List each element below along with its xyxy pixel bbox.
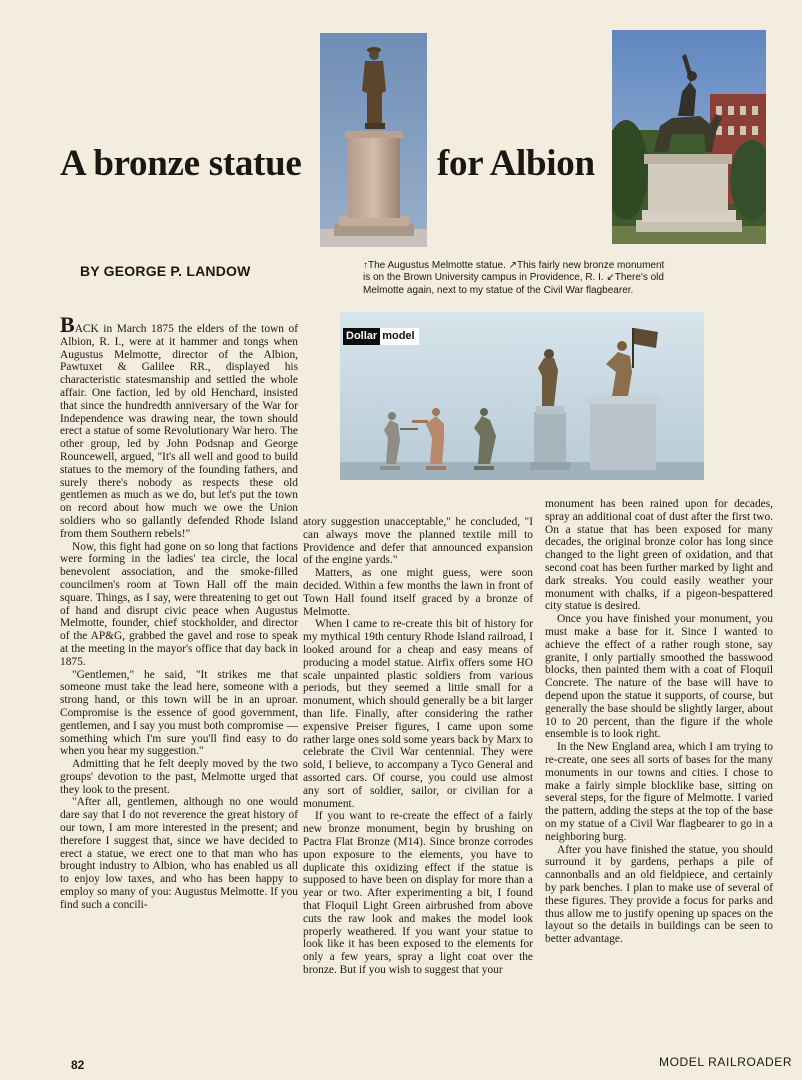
melmotte-statue-photo bbox=[320, 33, 427, 247]
headline-left: A bronze statue bbox=[60, 143, 302, 184]
article-paragraph: atory suggestion unacceptable," he concluded, "I can always move the planned textile mill to Providence and defer that announced expansion of the engine yards." bbox=[303, 516, 533, 567]
article-paragraph: Once you have finished your monument, you must make a base for it. Since I wanted to achieve the effect of a rather rough stone, say granite, I only partially smoothed the basswood blocks, then painted them with a coat of Floquil Concrete. The nature of the base will have to depend upon the statue it supports, of course, but generally the base should be slightly larger, about 10 to 20 percent, than the figure if the whole ensemble is to look right. bbox=[545, 613, 773, 741]
article-paragraph bbox=[60, 312, 298, 541]
byline: BY GEORGE P. LANDOW bbox=[80, 263, 251, 279]
caption-line: is on the Brown University campus in Providence, R. I. ↙There's old bbox=[363, 272, 664, 284]
article-paragraph: In the New England area, which I am trying to re-create, one sees all sorts of bases for the many monuments in our towns and cities. I chose to make a fairly simple blocklike base, sitting on several steps, for the figure of Melmotte. I varied the pattern, adding the steps at the top of the base on my statue of a Civil War flagbearer to go in a neighboring burg. bbox=[545, 741, 773, 843]
article-paragraph: When I came to re-create this bit of history for my mythical 19th century Rhode Island railroad, I looked around for a cheap and easy means of producing a model statue. Airfix offers some HO scale unpainted plastic soldiers from various periods, but they seemed a little small for a monument, which should generally be a bit larger than life. Finally, after considering the rather expensive Preiser figures, I came upon some rather large ones sold some years back by Marx to celebrate the Civil War centennial. They were sold, I believe, to accompany a Tyco General and assorted cars. Of course, you could use almost any sort of soldier, sailor, or civilian for a monument. bbox=[303, 618, 533, 810]
article-paragraph: If you want to re-create the effect of a fairly new bronze monument, begin by brushing on Pactra Flat Bronze (M14). Since bronze corrodes upon exposure to the elements, you have to duplicate this oxidizing effect if the statue is supposed to have been on display for more than a year or two. After experimenting a bit, I found that Floquil Light Green airbrushed from above cuts the raw look and makes the model look properly weathered. If you want your statue to look like it has been exposed to the elements for only a few years, spray a light coat over the bronze. But if you wish to suggest that your bbox=[303, 810, 533, 976]
badge-dollar: Dollar bbox=[343, 328, 380, 345]
caption-line: ↑The Augustus Melmotte statue. ↗This fairly new bronze monument bbox=[363, 260, 665, 271]
page-number: 82 bbox=[71, 1058, 85, 1072]
article-column-2 bbox=[303, 516, 533, 977]
article-paragraph: "Gentlemen," he said, "It strikes me that someone must take the lead here, someone with a strong hand, or this town will be in an uproar. Compromise is the essence of good government, gentlemen, and I say you must both compromise — something which I'm sure you'll find easy to do when you hear my suggestion." bbox=[60, 668, 298, 758]
article-column-1 bbox=[60, 312, 298, 912]
equestrian-monument-photo bbox=[612, 30, 766, 244]
article-column-3 bbox=[545, 498, 773, 946]
magazine-name: MODEL RAILROADER bbox=[659, 1055, 793, 1069]
article-paragraph: "After all, gentlemen, although no one would dare say that I do not reverence the great history of our town, I am more interested in the present; and therefore I suggest that, since we have decided to erect a statue, we erect one to that man who has brought industry to Albion, who has enabled us all to enjoy low taxes, and who has been happy to employ so many of you: Augustus Melmotte. If you find such a concili- bbox=[60, 796, 298, 911]
photo-caption bbox=[363, 260, 713, 297]
article-paragraph: Matters, as one might guess, were soon decided. Within a few months the lawn in front of Town Hall found itself graced by a bronze of Melmotte. bbox=[303, 567, 533, 618]
dollar-model-badge bbox=[343, 328, 419, 345]
article-paragraph: After you have finished the statue, you should surround it by gardens, perhaps a pile of cannonballs and an old fieldpiece, and certainly by park benches. I plan to make use of several of these figures. They provide a focus for parks and thus allow me to justify opening up spaces on the layout so the details in buildings can be seen to better advantage. bbox=[545, 843, 773, 946]
article-paragraph: Admitting that he felt deeply moved by the two groups' devotion to the past, Melmotte urged that they look to the present. bbox=[60, 758, 298, 796]
drop-cap: B bbox=[60, 312, 75, 337]
article-paragraph: monument has been rained upon for decades, spray an additional coat of dust after the first two. On a statue that has been exposed for many decades, the original bronze color has long since changed to the light green of oxidation, and that second coat has been further marked by light and dark streaks. You could easily weather your monument with chalks, if a pigeon-bespattered city statue is desired. bbox=[545, 498, 773, 613]
headline-right: for Albion bbox=[437, 143, 595, 184]
caption-line: Melmotte again, next to my statue of the Civil War flagbearer. bbox=[363, 284, 634, 296]
paragraph-text: ACK in March 1875 the elders of the town of Albion, R. I., were at it hammer and tongs when Augustus Melmotte, director of the Albion, Pawtuxet & Galilee RR., displayed his characteristic statesmanship and settled the whole affair. One faction, led by old Henchard, insisted that since the hundredth anniversary of the War for Independence was drawing near, the town should erect a statue of some Revolutionary War hero. The other group, led by John Podsnap and George Rouncewell, argued, "It's all well and good to build statues to the memory of the founding fathers, and surely there's nobody as respects these old gentlemen as much as we do, but let's put the town on record about how much we owe the Union soldiers who so gallantly defended Rhode Island from them Southern rebels!" bbox=[60, 323, 298, 540]
badge-model: model bbox=[382, 330, 415, 342]
article-paragraph: Now, this fight had gone on so long that factions were forming in the ladies' tea circle, the local benevolent association, and the smoke-filled councilmen's room at Town Hall off the main square. Things, as I say, were threatening to get out of hand and disrupt civic peace when Augustus Melmotte, founder, chief stockholder, and director of the AP&G, grabbed the gavel and rose to speak at the meeting in the mayor's office that day back in 1875. bbox=[60, 540, 298, 668]
